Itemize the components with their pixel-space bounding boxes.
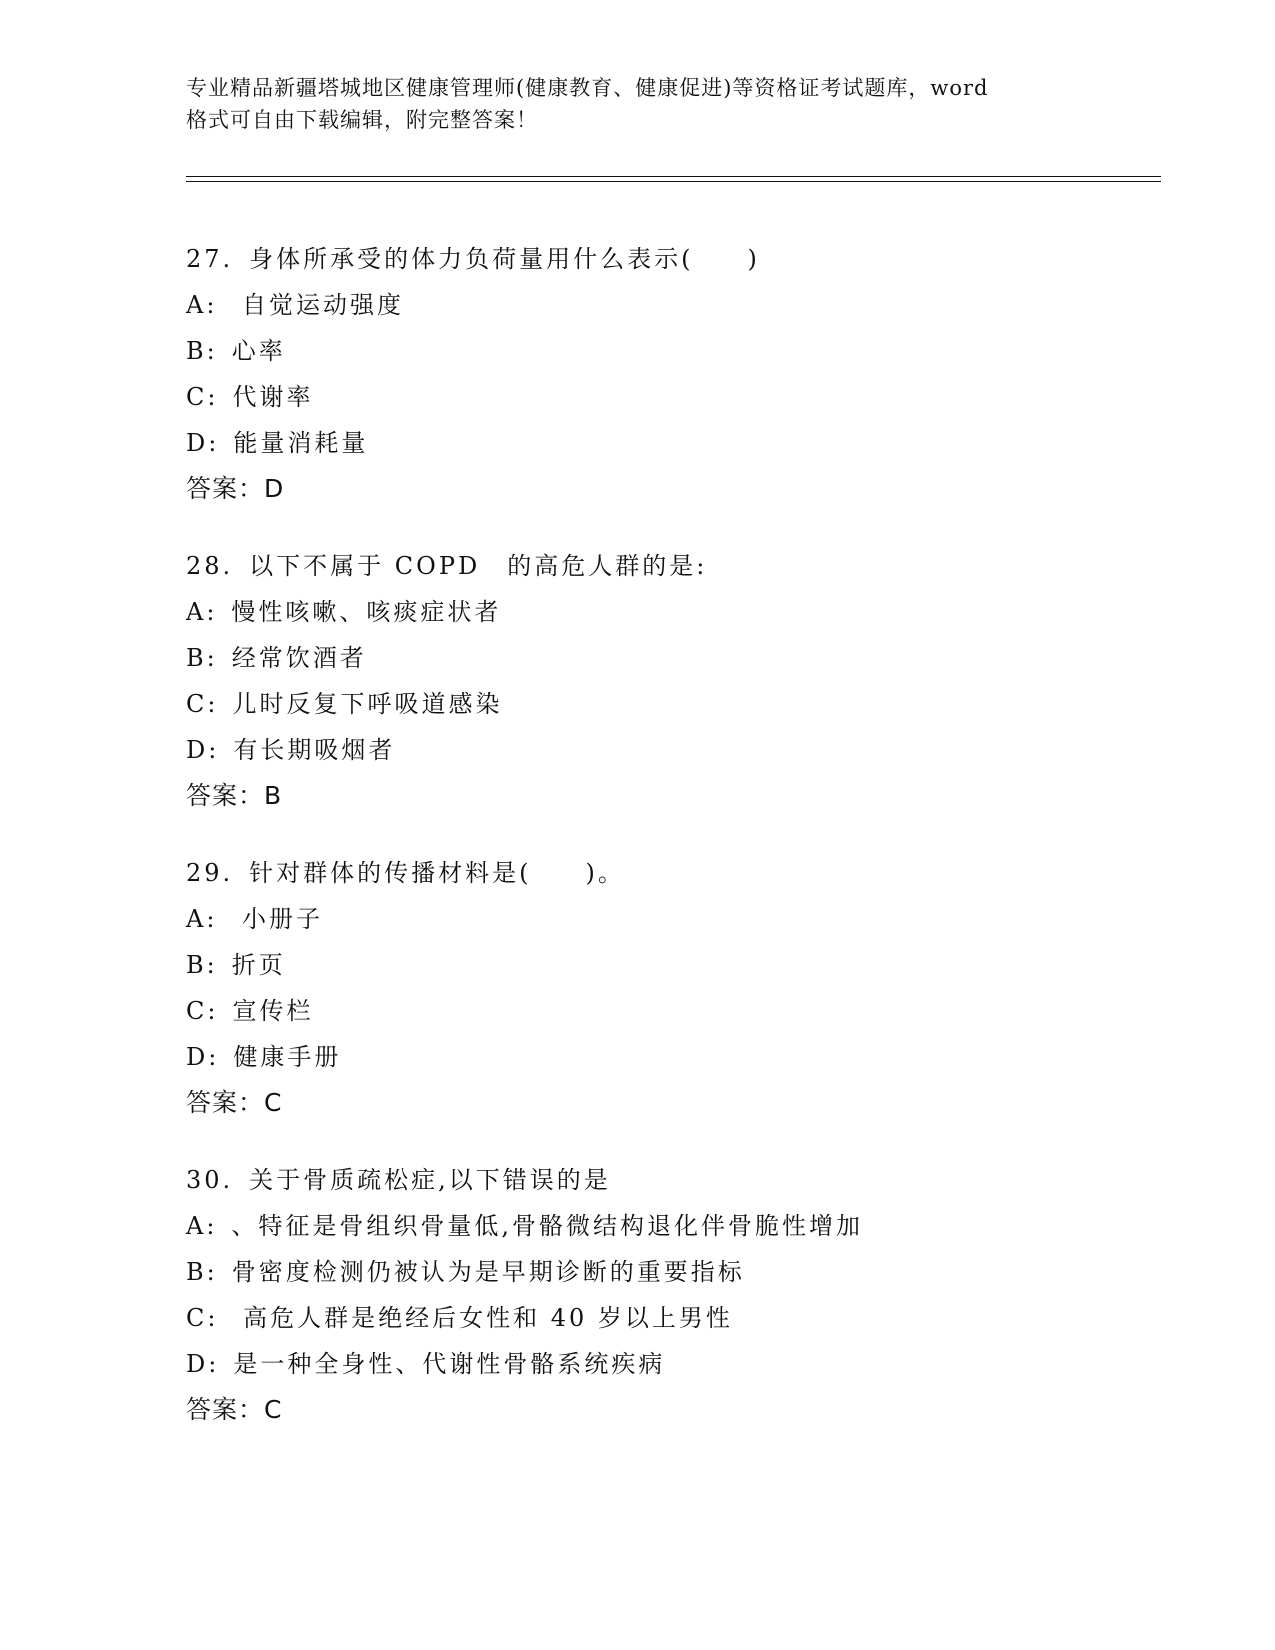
answer bbox=[186, 773, 1166, 819]
question-stem bbox=[186, 850, 1166, 896]
option-b bbox=[186, 635, 1166, 681]
option-text: 折页 bbox=[231, 951, 286, 979]
option-key: A: bbox=[186, 1212, 218, 1240]
option-text: 宣传栏 bbox=[232, 997, 314, 1025]
option-key: D: bbox=[186, 1043, 220, 1071]
option-key: C: bbox=[186, 997, 219, 1025]
option-c bbox=[186, 374, 1166, 420]
header-divider-top bbox=[186, 176, 1161, 177]
answer bbox=[186, 1387, 1166, 1433]
option-key: A: bbox=[186, 291, 218, 319]
option-d bbox=[186, 1341, 1166, 1387]
header-line-2: 格式可自由下载编辑，附完整答案！ bbox=[186, 108, 538, 132]
question-27 bbox=[186, 236, 1166, 512]
question-text: 针对群体的传播材料是( )。 bbox=[249, 859, 625, 887]
option-key: D: bbox=[186, 1350, 220, 1378]
option-text: 、特征是骨组织骨量低,骨骼微结构退化伴骨脆性增加 bbox=[231, 1212, 864, 1240]
answer-label: 答案： bbox=[186, 1088, 265, 1117]
answer-value: D bbox=[264, 474, 285, 503]
option-key: C: bbox=[186, 383, 219, 411]
option-d bbox=[186, 1034, 1166, 1080]
header-divider-bottom bbox=[186, 181, 1161, 182]
option-key: A: bbox=[186, 598, 218, 626]
answer bbox=[186, 1080, 1166, 1126]
option-text: 小册子 bbox=[231, 905, 324, 933]
option-text: 慢性咳嗽、咳痰症状者 bbox=[231, 598, 502, 626]
question-30 bbox=[186, 1157, 1166, 1433]
option-key: A: bbox=[186, 905, 218, 933]
question-29 bbox=[186, 850, 1166, 1126]
question-list bbox=[186, 236, 1166, 1464]
question-text: 关于骨质疏松症,以下错误的是 bbox=[249, 1166, 611, 1194]
option-text: 心率 bbox=[231, 337, 286, 365]
option-text: 有长期吸烟者 bbox=[233, 736, 396, 764]
question-number: 27. bbox=[186, 245, 234, 273]
option-key: D: bbox=[186, 429, 220, 457]
option-key: B: bbox=[186, 644, 218, 672]
question-stem bbox=[186, 1157, 1166, 1203]
option-text: 高危人群是绝经后女性和 40 岁以上男性 bbox=[232, 1304, 733, 1332]
question-text: 身体所承受的体力负荷量用什么表示( ) bbox=[249, 245, 760, 273]
question-stem bbox=[186, 543, 1166, 589]
question-number: 28. bbox=[186, 552, 234, 580]
answer-value: B bbox=[264, 781, 283, 810]
option-b bbox=[186, 1249, 1166, 1295]
option-text: 能量消耗量 bbox=[233, 429, 369, 457]
option-a bbox=[186, 896, 1166, 942]
answer-value: C bbox=[264, 1088, 283, 1117]
option-text: 健康手册 bbox=[233, 1043, 342, 1071]
question-number: 30. bbox=[186, 1166, 234, 1194]
option-c bbox=[186, 681, 1166, 727]
option-d bbox=[186, 727, 1166, 773]
option-text: 代谢率 bbox=[232, 383, 314, 411]
option-c bbox=[186, 988, 1166, 1034]
header-line-1: 专业精品新疆塔城地区健康管理师(健康教育、健康促进)等资格证考试题库，word bbox=[186, 76, 989, 100]
option-text: 是一种全身性、代谢性骨骼系统疾病 bbox=[233, 1350, 666, 1378]
option-text: 经常饮酒者 bbox=[231, 644, 367, 672]
question-number: 29. bbox=[186, 859, 234, 887]
question-28 bbox=[186, 543, 1166, 819]
option-text: 骨密度检测仍被认为是早期诊断的重要指标 bbox=[231, 1258, 745, 1286]
answer bbox=[186, 466, 1166, 512]
option-key: C: bbox=[186, 1304, 219, 1332]
option-a bbox=[186, 282, 1166, 328]
option-a bbox=[186, 589, 1166, 635]
question-text: 以下不属于 COPD 的高危人群的是: bbox=[249, 552, 708, 580]
option-text: 儿时反复下呼吸道感染 bbox=[232, 690, 503, 718]
option-d bbox=[186, 420, 1166, 466]
option-key: C: bbox=[186, 690, 219, 718]
option-key: D: bbox=[186, 736, 220, 764]
option-key: B: bbox=[186, 1258, 218, 1286]
option-key: B: bbox=[186, 337, 218, 365]
option-b bbox=[186, 328, 1166, 374]
answer-label: 答案： bbox=[186, 781, 265, 810]
answer-value: C bbox=[264, 1395, 283, 1424]
option-a bbox=[186, 1203, 1166, 1249]
option-key: B: bbox=[186, 951, 218, 979]
option-c bbox=[186, 1295, 1166, 1341]
answer-label: 答案： bbox=[186, 1395, 265, 1424]
option-text: 自觉运动强度 bbox=[231, 291, 405, 319]
document-header bbox=[186, 72, 1086, 136]
option-b bbox=[186, 942, 1166, 988]
question-stem bbox=[186, 236, 1166, 282]
answer-label: 答案： bbox=[186, 474, 265, 503]
